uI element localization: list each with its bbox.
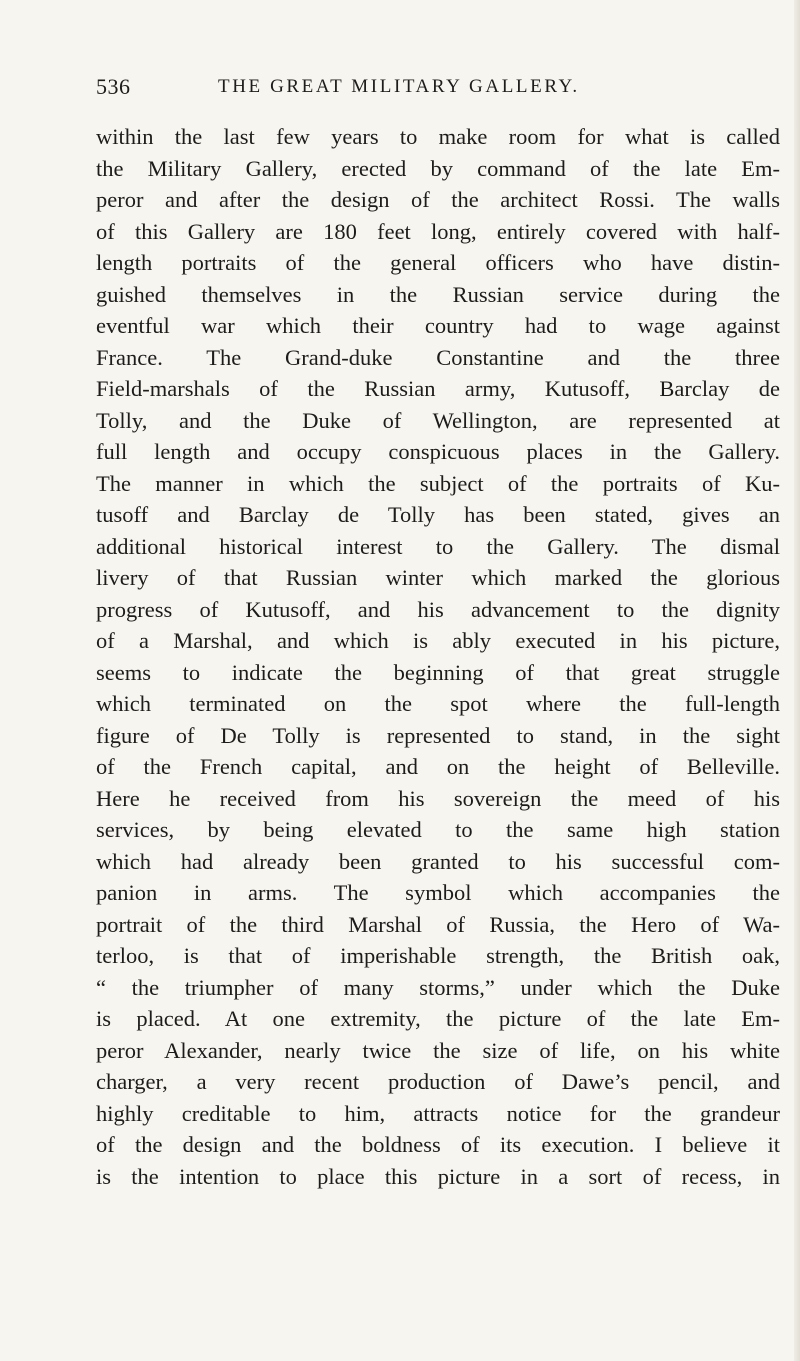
page-number: 536 [96, 74, 131, 99]
text-line: panion in arms. The symbol which accompanies the [96, 880, 780, 905]
text-line: progress of Kutusoff, and his advancement to the dignity [96, 596, 780, 622]
text-line: The manner in which the subject of the portraits of Ku- [96, 470, 780, 496]
text-line: Field-marshals of the Russian army, Kutusoff, Barclay de [96, 376, 780, 401]
text-line: length portraits of the general officers who have distin- [96, 250, 780, 275]
text-line: highly creditable to him, attracts notice for the grandeur [96, 1100, 780, 1126]
text-line: of a Marshal, and which is ably executed in his picture, [96, 628, 780, 653]
text-line: Tolly, and the Duke of Wellington, are represented at [96, 407, 780, 433]
text-line: terloo, is that of imperishable strength, the British oak, [96, 943, 780, 968]
text-line: which terminated on the spot where the full-length [96, 691, 780, 716]
text-line: seems to indicate the beginning of that great struggle [96, 659, 780, 685]
page-header [96, 74, 776, 104]
page-edge-shadow [794, 0, 800, 1361]
text-line: “ the triumpher of many storms,” under which the Duke [96, 974, 780, 1000]
text-line: charger, a very recent production of Dawe’s pencil, and [96, 1069, 780, 1094]
text-line: is placed. At one extremity, the picture of the late Em- [96, 1006, 780, 1031]
text-line: of the French capital, and on the height of Belleville. [96, 754, 780, 779]
text-line: of this Gallery are 180 feet long, entirely covered with half- [96, 218, 780, 244]
text-line: eventful war which their country had to wage against [96, 313, 780, 338]
text-line: services, by being elevated to the same high station [96, 817, 780, 842]
text-line: Here he received from his sovereign the meed of his [96, 785, 780, 811]
text-line: peror Alexander, nearly twice the size of life, on his white [96, 1037, 780, 1063]
text-line: within the last few years to make room for what is called [96, 124, 780, 149]
text-line: tusoff and Barclay de Tolly has been stated, gives an [96, 502, 780, 527]
text-line: figure of De Tolly is represented to stand, in the sight [96, 722, 780, 748]
text-line: France. The Grand-duke Constantine and the three [96, 344, 780, 370]
text-line: livery of that Russian winter which marked the glorious [96, 565, 780, 590]
running-head: THE GREAT MILITARY GALLERY. [218, 76, 580, 97]
body-text [96, 121, 780, 1192]
text-line: full length and occupy conspicuous places in the Gallery. [96, 439, 780, 464]
text-line: which had already been granted to his successful com- [96, 848, 780, 874]
text-line: of the design and the boldness of its execution. I believe it [96, 1132, 780, 1157]
text-line: the Military Gallery, erected by command of the late Em- [96, 155, 780, 181]
text-line: additional historical interest to the Gallery. The dismal [96, 533, 780, 559]
text-line: guished themselves in the Russian service during the [96, 281, 780, 307]
text-line: portrait of the third Marshal of Russia, the Hero of Wa- [96, 911, 780, 937]
text-line: is the intention to place this picture in a sort of recess, in [96, 1163, 780, 1189]
text-line: peror and after the design of the architect Rossi. The walls [96, 187, 780, 212]
